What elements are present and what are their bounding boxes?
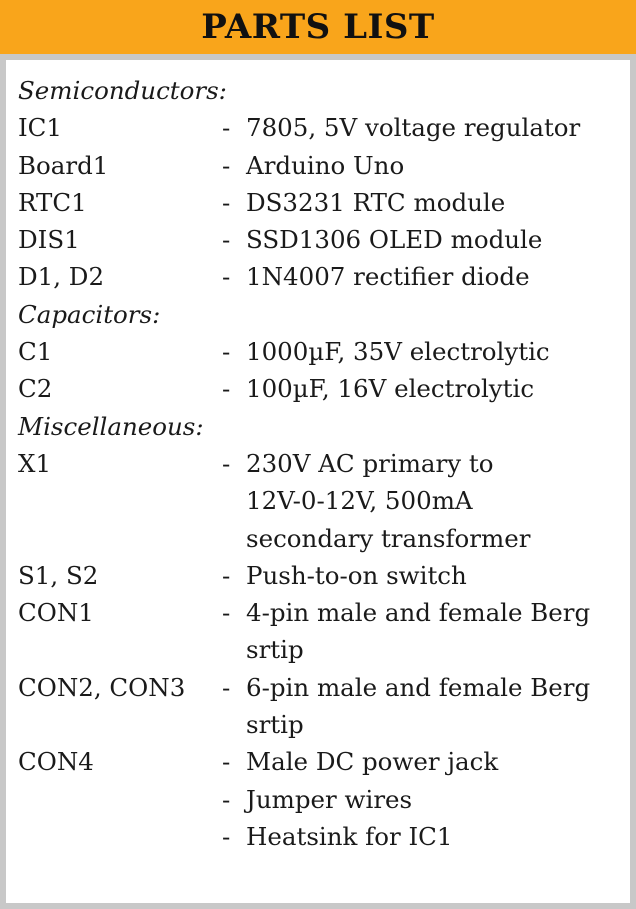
part-row bbox=[18, 184, 630, 221]
description-line: Jumper wires bbox=[246, 784, 413, 814]
part-description bbox=[246, 221, 630, 258]
description-line: 230V AC primary to bbox=[246, 448, 494, 478]
description-line: 7805, 5V voltage regulator bbox=[246, 113, 581, 143]
description-line: Arduino Uno bbox=[246, 150, 405, 180]
part-row bbox=[18, 669, 630, 744]
part-description bbox=[246, 557, 630, 594]
dash-separator: - bbox=[222, 598, 231, 628]
parts-panel bbox=[6, 60, 630, 903]
description-line: DS3231 RTC module bbox=[246, 187, 506, 217]
part-ref: C1 bbox=[18, 337, 53, 367]
dash-separator: - bbox=[222, 113, 231, 143]
dash-separator: - bbox=[222, 187, 231, 217]
section-heading: Semiconductors: bbox=[18, 76, 227, 105]
dash-separator: - bbox=[222, 784, 231, 814]
description-line: srtip bbox=[246, 635, 304, 665]
part-ref: C2 bbox=[18, 374, 53, 404]
description-line: Heatsink for IC1 bbox=[246, 821, 453, 851]
part-description bbox=[246, 594, 630, 669]
page-title: PARTS LIST bbox=[201, 7, 435, 47]
part-ref: DIS1 bbox=[18, 225, 80, 255]
part-description bbox=[246, 781, 630, 818]
dash-separator: - bbox=[222, 747, 231, 777]
part-row bbox=[18, 557, 630, 594]
dash-separator: - bbox=[222, 225, 231, 255]
dash-separator: - bbox=[222, 448, 231, 478]
part-ref: D1, D2 bbox=[18, 262, 105, 292]
part-row bbox=[18, 147, 630, 184]
part-ref: X1 bbox=[18, 448, 52, 478]
section-heading: Miscellaneous: bbox=[18, 411, 204, 441]
part-description bbox=[246, 370, 630, 407]
header-bar bbox=[0, 0, 636, 54]
part-ref bbox=[18, 781, 222, 818]
description-line: 4-pin male and female Berg bbox=[246, 598, 591, 628]
part-row bbox=[18, 109, 630, 146]
part-description bbox=[246, 743, 630, 780]
part-ref: Board1 bbox=[18, 150, 109, 180]
part-row bbox=[18, 818, 630, 855]
part-description bbox=[246, 109, 630, 146]
description-line: 6-pin male and female Berg bbox=[246, 672, 591, 702]
description-line: 100µF, 16V electrolytic bbox=[246, 374, 535, 404]
part-row bbox=[18, 781, 630, 818]
description-line: SSD1306 OLED module bbox=[246, 225, 543, 255]
dash-separator: - bbox=[222, 374, 231, 404]
part-row bbox=[18, 221, 630, 258]
part-ref: CON4 bbox=[18, 747, 94, 777]
part-description bbox=[246, 445, 630, 557]
part-ref: S1, S2 bbox=[18, 560, 99, 590]
part-ref: CON2, CON3 bbox=[18, 672, 186, 702]
section-heading: Capacitors: bbox=[18, 299, 161, 329]
part-ref: CON1 bbox=[18, 598, 94, 628]
description-line: secondary transformer bbox=[246, 523, 531, 553]
part-description bbox=[246, 333, 630, 370]
dash-separator: - bbox=[222, 672, 231, 702]
part-description bbox=[246, 258, 630, 295]
part-row bbox=[18, 370, 630, 407]
description-line: Male DC power jack bbox=[246, 747, 499, 777]
part-ref bbox=[18, 818, 222, 855]
dash-separator: - bbox=[222, 262, 231, 292]
part-row bbox=[18, 445, 630, 557]
part-description bbox=[246, 184, 630, 221]
parts-list bbox=[18, 72, 630, 855]
dash-separator: - bbox=[222, 150, 231, 180]
dash-separator: - bbox=[222, 560, 231, 590]
part-description bbox=[246, 669, 630, 744]
description-line: Push-to-on switch bbox=[246, 560, 467, 590]
part-ref: IC1 bbox=[18, 113, 63, 143]
part-row bbox=[18, 258, 630, 295]
description-line: 1000µF, 35V electrolytic bbox=[246, 337, 550, 367]
part-description bbox=[246, 147, 630, 184]
part-row bbox=[18, 743, 630, 780]
description-line: 12V-0-12V, 500mA bbox=[246, 486, 473, 516]
part-description bbox=[246, 818, 630, 855]
description-line: 1N4007 rectifier diode bbox=[246, 262, 530, 292]
part-row bbox=[18, 594, 630, 669]
description-line: srtip bbox=[246, 710, 304, 740]
part-ref: RTC1 bbox=[18, 187, 87, 217]
part-row bbox=[18, 333, 630, 370]
dash-separator: - bbox=[222, 337, 231, 367]
dash-separator: - bbox=[222, 821, 231, 851]
